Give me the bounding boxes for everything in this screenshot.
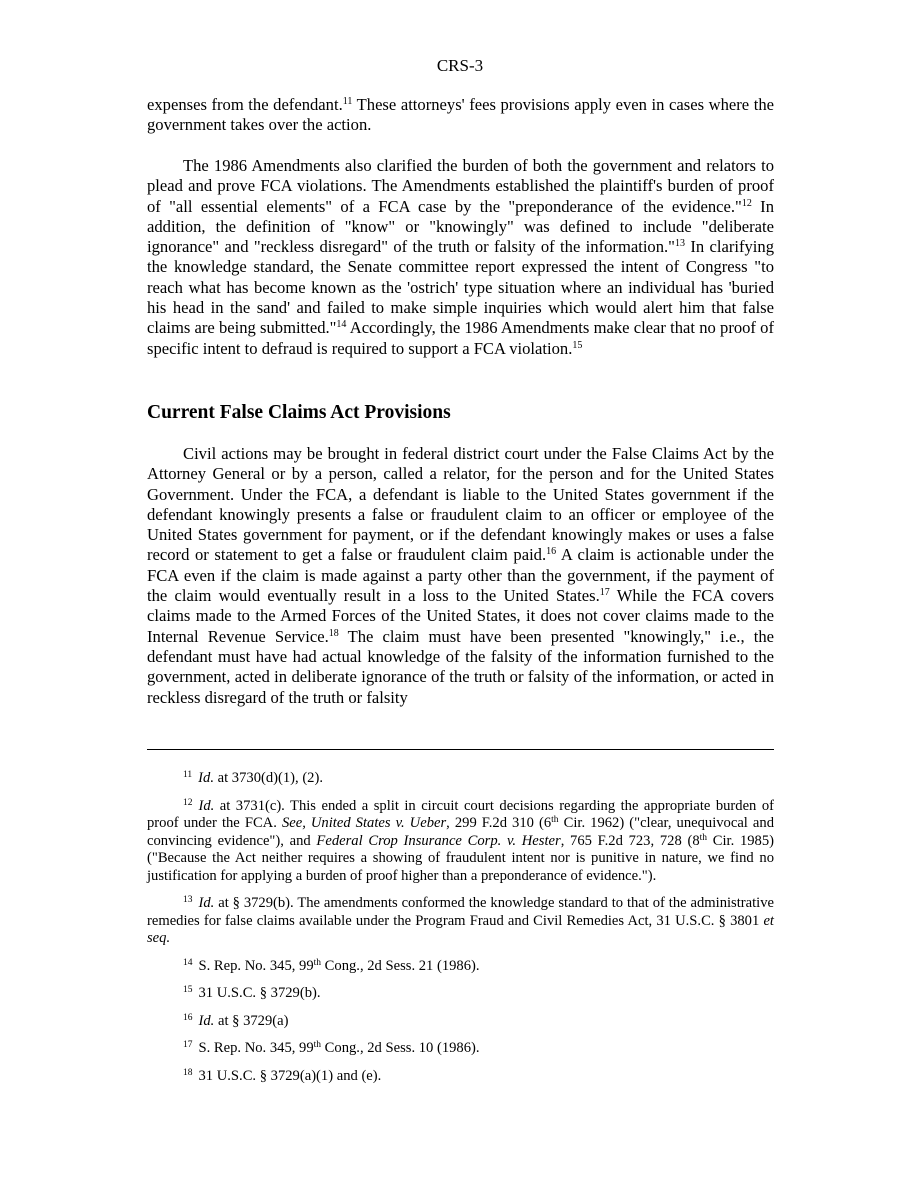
paragraph-1 — [147, 95, 774, 136]
para2-text-b: In addition, the definition of "know" or "knowingly" was defined to include "deliberate ignorance" and "reckless disregard" of the truth or falsity of the information." — [147, 196, 774, 257]
paragraph-2 — [147, 156, 774, 359]
para3-text-d: The claim must have been presented "knowingly," i.e., the defendant must have had actual knowledge of the falsity of the information furnished to the government, acted in deliberate ignorance of the truth or falsity of the information, or acted in reckless disregard of the truth or falsity — [147, 626, 774, 707]
footnote-12 — [147, 798, 774, 886]
footnote-13-id: Id. — [198, 895, 215, 911]
footnote-14-text-b: Cong., 2d Sess. 21 (1986). — [321, 957, 480, 974]
footnote-17-text-a: S. Rep. No. 345, 99 — [198, 1040, 314, 1056]
footnote-ref-11[interactable]: 11 — [342, 96, 353, 107]
footnote-11-id: Id. — [198, 770, 214, 786]
para3-text-a: Civil actions may be brought in federal district court under the False Claims Act by the Attorney General or by a person, called a relator, for the person and for the United States Government. Under the FCA, a defendant is liable to the United States government if the defendant knowingly presents a false or fraudulent claim to an officer or employee of the United States government for payment, or if the defendant knowingly makes or uses a false record or statement to get a false or fraudulent claim paid. — [147, 444, 774, 565]
footnote-ref-15[interactable]: 15 — [572, 339, 583, 351]
footnote-divider — [147, 749, 774, 750]
footnote-ref-14[interactable]: 14 — [336, 319, 347, 331]
para3-text-c: While the FCA covers claims made to the Armed Forces of the United States, it does not cover claims made to the Internal Revenue Service. — [147, 586, 774, 646]
page-header: CRS-3 — [436, 56, 484, 75]
footnotes — [147, 770, 774, 1095]
footnote-16 — [147, 1013, 774, 1031]
footnote-number-17: 17 — [183, 1040, 193, 1050]
footnote-18 — [147, 1068, 774, 1086]
footnote-14 — [147, 958, 774, 976]
footnote-16-text: at § 3729(a) — [214, 1012, 289, 1029]
footnote-13-et-seq: et seq. — [147, 912, 774, 946]
footnote-number-12: 12 — [183, 797, 193, 808]
footnote-12-id: Id. — [198, 797, 215, 814]
footnote-15-text: 31 U.S.C. § 3729(b). — [198, 985, 321, 1001]
footnote-12-text-a: at 3731(c). This ended a split in circuit court decisions regarding the appropriate burden of proof under the FCA. — [147, 797, 774, 831]
footnote-12-case-2: Federal Crop Insurance Corp. v. Hester — [316, 832, 561, 849]
footnote-ref-18[interactable]: 18 — [328, 627, 339, 639]
section-heading: Current False Claims Act Provisions — [147, 402, 451, 423]
footnote-14-text-a: S. Rep. No. 345, 99 — [198, 957, 314, 974]
footnote-number-18: 18 — [183, 1067, 193, 1078]
para3-text-b: A claim is actionable under the FCA even if the claim is made against a party other than the government, if the payment of the claim would eventually result in a loss to the United States. — [147, 545, 774, 606]
footnote-13-text: at § 3729(b). The amendments conformed the knowledge standard to that of the administrative remedies for false claims available under the Program Fraud and Civil Remedies Act, 31 U.S.C. § 3801 — [147, 895, 774, 929]
para1-text-b: These attorneys' fees provisions apply even in cases where the government takes over the action. — [147, 95, 774, 135]
footnote-12-text-b: , 299 F.2d 310 (6 — [446, 815, 552, 831]
footnote-ref-12[interactable]: 12 — [741, 197, 752, 209]
para2-text-a: The 1986 Amendments also clarified the burden of both the government and relators to plead and prove FCA violations. The Amendments established the plaintiff's burden of proof of "all essential elements" of a FCA case by the "preponderance of the evidence." — [147, 156, 774, 216]
footnote-12-case-1: See, United States v. Ueber — [281, 815, 447, 831]
footnote-17-ordinal: th — [313, 1040, 322, 1050]
footnote-17 — [147, 1040, 774, 1058]
footnote-18-text: 31 U.S.C. § 3729(a)(1) and (e). — [198, 1067, 382, 1084]
footnote-11-text: at 3730(d)(1), (2). — [213, 770, 323, 786]
footnote-11 — [147, 770, 774, 788]
para2-text-c: In clarifying the knowledge standard, the Senate committee report expressed the intent of Congress "to reach what has become known as the 'ostrich' type situation where an individual has 'buried his head in the sand' and failed to make simple inquiries which would alert him that false claims are being submitted." — [147, 237, 775, 338]
footnote-14-ordinal: th — [313, 957, 322, 968]
footnote-12-text-d: , 765 F.2d 723, 728 (8 — [560, 832, 700, 849]
footnote-number-13: 13 — [183, 895, 193, 905]
footnote-ref-13[interactable]: 13 — [674, 238, 685, 250]
footnote-ref-16[interactable]: 16 — [546, 546, 557, 558]
para2-text-d: Accordingly, the 1986 Amendments make clear that no proof of specific intent to defraud is required to support a FCA violation. — [147, 318, 774, 358]
footnote-number-14: 14 — [183, 957, 193, 968]
footnote-16-id: Id. — [198, 1012, 215, 1029]
footnote-15 — [147, 985, 774, 1003]
footnote-13 — [147, 895, 774, 948]
footnote-12-text-e: Cir. 1985) ("Because the Act neither requires a showing of fraudulent intent nor is punitive in nature, we find no justification for applying a burden of proof higher than a preponderance of evidence."). — [147, 832, 775, 884]
paragraph-3 — [147, 444, 774, 708]
footnote-number-11: 11 — [183, 770, 193, 780]
footnote-12-text-c: Cir. 1962) ("clear, unequivocal and convincing evidence"), and — [147, 815, 774, 849]
footnote-ref-17[interactable]: 17 — [599, 587, 610, 599]
footnote-number-16: 16 — [183, 1012, 193, 1023]
footnote-12-ordinal-1: th — [551, 815, 559, 825]
footnote-12-ordinal-2: th — [699, 832, 708, 843]
para1-text-a: expenses from the defendant. — [147, 95, 343, 114]
footnote-number-15: 15 — [183, 985, 193, 995]
footnote-17-text-b: Cong., 2d Sess. 10 (1986). — [321, 1040, 480, 1056]
